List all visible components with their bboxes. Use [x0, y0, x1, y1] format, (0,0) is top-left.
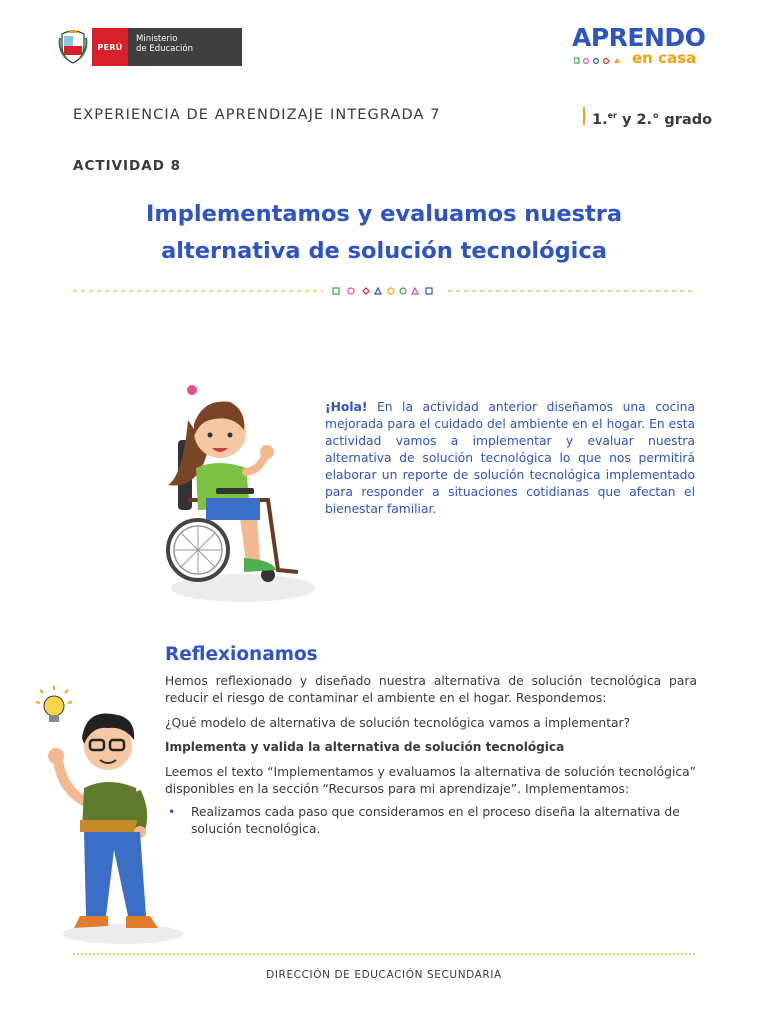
instruction-paragraph: Leemos el texto “Implementamos y evaluamos la alternativa de solución tecnológica” disponibles en la sección “Recursos para mi aprendizaje”. Implementamos: — [165, 765, 697, 796]
intro-text: En la actividad anterior diseñamos una cocina mejorada para el cuidado del ambiente en el hogar. En esta actividad vamos a implementar y evaluar nuestra alternativa de solución tecnológica lo que nos permitirá elaborar un reporte de solución tecnológica implementado para responder a situaciones cotidianas que afectan el bienestar familiar. — [325, 400, 695, 516]
girl-wheelchair-illustration — [148, 380, 320, 608]
reflection-paragraph: Hemos reflexionado y diseñado nuestra alternativa de solución tecnológica para reducir el riesgo de contaminar el ambiente en el hogar. Respondemos: — [165, 674, 697, 705]
activity-label: ACTIVIDAD 8 — [73, 158, 182, 174]
footer-text: DIRECCIÓN DE EDUCACIÓN SECUNDARIA — [266, 969, 502, 981]
ministry-line1: Ministerio — [136, 34, 178, 44]
ministry-line2: de Educación — [136, 44, 193, 54]
brand-shapes-icon — [574, 57, 630, 65]
lightbulb-icon — [36, 686, 72, 722]
ministry-label — [128, 28, 242, 66]
grade-first-sup: er — [607, 111, 617, 120]
list-item-text: Realizamos cada paso que consideramos en el proceso diseña la alternativa de solución tecnológica. — [191, 805, 680, 836]
grade-rest: y 2.° grado — [616, 111, 713, 128]
aprendo-en-casa-logo — [572, 23, 717, 72]
bullet-icon: • — [168, 805, 176, 819]
section-heading: Reflexionamos — [165, 644, 318, 665]
grade-first: 1. — [592, 111, 608, 128]
coat-of-arms-icon — [58, 28, 88, 64]
grade-label — [583, 107, 713, 128]
peru-label: PERÚ — [92, 28, 128, 66]
reflection-question: ¿Qué modelo de alternativa de solución tecnológica vamos a implementar? — [165, 716, 631, 730]
brand-subtitle: en casa — [632, 49, 697, 67]
page-title-line1: Implementamos y evaluamos nuestra — [145, 201, 623, 227]
intro-paragraph — [325, 399, 695, 518]
page-title-line2: alternativa de solución tecnológica — [161, 238, 607, 264]
page-title — [100, 196, 668, 270]
brand-title: APRENDO — [572, 23, 706, 52]
subheading: Implementa y valida la alternativa de solución tecnológica — [165, 740, 565, 754]
experience-label: EXPERIENCIA DE APRENDIZAJE INTEGRADA 7 — [73, 107, 441, 123]
title-divider — [73, 283, 696, 299]
ministry-logo — [58, 28, 242, 66]
intro-greeting: ¡Hola! — [325, 400, 368, 414]
footer-divider — [73, 953, 696, 955]
boy-lightbulb-illustration — [28, 680, 186, 948]
